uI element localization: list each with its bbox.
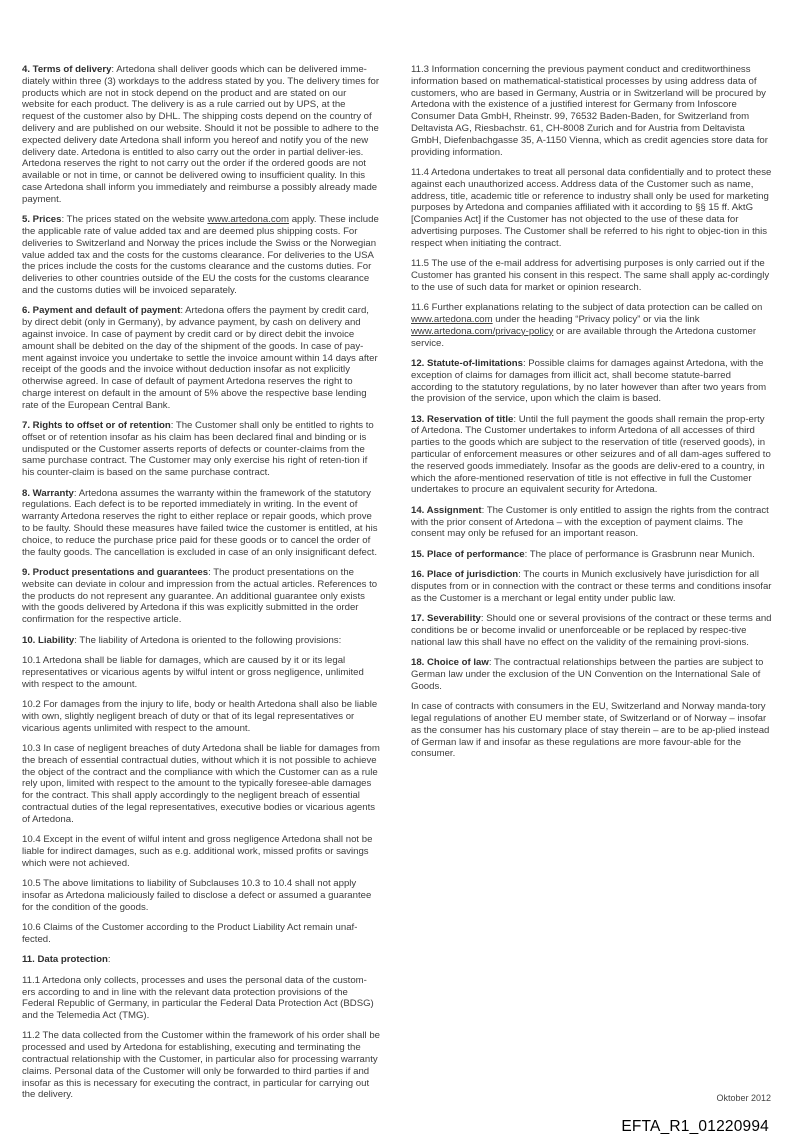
clause-10-3 [22,743,380,826]
section-text: 10.2 For damages from the injury to life, body or health Artedona shall also be liable with own, slightly negligent breach of duty or that of its legal representatives or vicarious agents unlimited with respect to the amount. [22,699,378,734]
section-text: : The Customer shall only be entitled to rights to offset or of retention insofar as his claim has been declared final and binding or is undisputed or the Customer asserts reports of defects or counter-claims from the same purchase contract. The Customer may only exercise his right of reten-tion if his counter-claim is based on the same purchase contract. [22,420,374,479]
section-text: : Artedona shall deliver goods which can be delivered imme-diately within three (3) workdays to the address stated by you. The delivery times for products which are not in stock depend on the product and are stated on our website for each product. The delivery is as a rule carried out by UPS, at the request of the customer also by DHL. The shipping costs depend on the country of delivery and are published on our website. Should it not be possible to adhere to the expected delivery date Artedona shall inform you hereof and notify you of the new delivery date. Artedona is entitled to also carry out the order in partial deliver-ies. Artedona reserves the right to not carry out the order if the ordered goods are not available or not in time, or cannot be delivered owing to insufficient quality. In this case Artedona shall inform you immediately and reimburse a possibly already made payment. [22,64,380,205]
clause-10-2 [22,699,380,734]
section-text: : Possible claims for damages against Artedona, with the exception of claims for damages from illicit act, shall become statute-barred according to the statutory regulations, by no later however than after two years from the provision of the service, upon which the claim is based. [411,357,767,405]
section-13-reservation-of-title [411,414,773,497]
section-7-offset-retention [22,420,380,479]
section-12-statute-of-limitations [411,358,773,405]
section-17-severability [411,613,773,648]
clause-11-1 [22,975,380,1022]
clause-10-1 [22,655,380,690]
section-title: 17. Severability [411,613,481,625]
section-text: 10.5 The above limitations to liability of Subclauses 10.3 to 10.4 shall not apply insofar as Artedona maliciously failed to disclose a defect or assumed a guarantee for the condition of the goods. [22,878,372,913]
section-title: 7. Rights to offset or of retention [22,420,171,432]
section-text: 11.1 Artedona only collects, processes and uses the personal data of the custom-ers according to and in line with the relevant data protection provisions of the Federal Republic of Germany, in particular the Federal Data Protection Act (BDSG) and the Telemedia Act (TMG). [22,974,374,1022]
document-date: Oktober 2012 [716,1093,771,1103]
section-title: 5. Prices [22,214,62,226]
section-text: : Should one or several provisions of the contract or these terms and conditions be or become invalid or unenforceable or be replaced by respec-tive national law this shall have no effect on the validity of the remaining provi-sions. [411,613,772,648]
section-16-place-of-jurisdiction [411,569,773,604]
document-id-stamp: EFTA_R1_01220994 [621,1118,769,1135]
clause-11-6 [411,302,773,349]
section-title: 10. Liability [22,634,75,646]
section-title: 9. Product presentations and guarantees [22,567,209,579]
clause-11-2 [22,1030,380,1101]
section-title: 12. Statute-of-limitations [411,357,523,369]
section-title: 13. Reservation of title [411,413,514,425]
section-text: : The prices stated on the website [61,214,208,226]
section-title: 14. Assignment [411,504,482,516]
left-column [22,64,380,1110]
section-text: : The product presentations on the website can deviate in colour and impression from the actual articles. References to the products do not represent any guarantee. An additional guarantee only exists with the goods delivered by Artedona if this was explicitly submitted in the order confirmation for the respective article. [22,567,378,626]
section-text: under the heading “Privacy policy” or via the link [492,313,700,325]
section-text: or are available through the Artedona customer service. [411,325,757,349]
section-text: : Until the full payment the goods shall remain the prop-erty of Artedona. The Customer undertakes to inform Artedona of all accesses of third parties to the goods which are subject to the reservation of title (reserved goods), in particular of enforcement measures or other seizures and of all dam-ages suffered to the reserved goods immediately. Insofar as the goods are deliv-ered to a country, in which the afore-mentioned reservation of title is not effective in full the Customer undertakes to procure an equivalent security for Artedona. [411,413,771,496]
section-text: : Artedona assumes the warranty within the framework of the statutory regulations. Each defect is to be reported immediately in writing. In the event of warranty Artedona reserves the right to either replace or repair goods, which prove to be faulty. Should these measures have failed twice the customer is entitled, at his choice, to reduce the purchase price paid for these goods or to cancel the order of the faulty goods. The cancellation is excluded in case of an only insignificant defect. [22,487,378,558]
section-11-data-protection [22,954,380,966]
clause-10-5 [22,878,380,913]
section-text: 11.6 Further explanations relating to the subject of data protection can be called on [411,302,763,314]
artedona-website-link[interactable]: www.artedona.com [207,214,290,226]
section-text: 10.3 In case of negligent breaches of duty Artedona shall be liable for damages from the breach of essential contractual duties, without which it is not possible to achieve the object of the contract and the compliance with which the Customer can as a rule rely upon, limited with respect to the amount to the typically foresee-able damages for the contract. This shall apply accordingly to the negligent breach of essential contractual duties of the legal representatives, executive bodies or vicarious agents of Artedona. [22,742,380,825]
section-text: 10.1 Artedona shall be liable for damages, which are caused by it or its legal representatives or vicarious agents by wilful intent or gross negligence, unlimited with respect to the amount. [22,655,364,690]
artedona-website-link[interactable]: www.artedona.com [411,313,493,325]
section-10-liability [22,635,380,647]
section-title: 16. Place of jurisdiction [411,569,519,581]
section-text: : The liability of Artedona is oriented to the following provisions: [74,634,342,646]
section-15-place-of-performance [411,549,773,561]
section-text: 10.4 Except in the event of wilful intent and gross negligence Artedona shall not be liable for indirect damages, such as e.g. additional work, missed profits or savings which were not achieved. [22,834,373,869]
section-title: 4. Terms of delivery [22,64,112,75]
clause-11-3 [411,64,773,158]
section-text: 11.3 Information concerning the previous payment conduct and creditworthiness information based on mathematical-statistical processes by using address data of customers, who are based in Germany, Austria or in Switzerland will be procured by Artedona with the existence of a justified interest for Germany from Infoscore Consumer Data GmbH, Rheinstr. 99, 76532 Baden-Baden, for Switzerland from Deltavista AG, Riesbachstr. 61, CH-8008 Zurich and for Austria from Deltavista GmbH, Diefenbachgasse 35, A-1150 Vienna, which as credit agencies store data for providing information. [411,64,768,158]
section-text: 11.5 The use of the e-mail address for advertising purposes is only carried out if the Customer has granted his consent in this respect. The same shall apply ac-cordingly to the use of such data for market or opinion research. [411,258,770,293]
section-title: 8. Warranty [22,487,74,499]
clause-10-4 [22,834,380,869]
section-text: : The contractual relationships between the parties are subject to German law under the exclusion of the UN Convention on the International Sale of Goods. [411,657,764,692]
section-title: 6. Payment and default of payment [22,305,181,317]
privacy-policy-link[interactable]: www.artedona.com/privacy-policy [411,325,554,337]
clause-11-4 [411,167,773,250]
section-text: : Artedona offers the payment by credit card, by direct debit (only in Germany), by advance payment, by cash on delivery and against invoice. In case of payment by credit card or by direct debit the invoice amount shall be debited on the day of the shipment of the goods. In case of pay-ment against invoice you undertake to settle the invoice amount within 14 days after receipt of the goods and the invoice without deduction insofar as not explicitly otherwise agreed. In case of default of payment Artedona reserves the right to charge interest on default in the amount of 5% above the respective base lending rate of the European Central Bank. [22,305,378,411]
section-text: 11.2 The data collected from the Customer within the framework of his order shall be processed and used by Artedona for establishing, executing and terminating the contractual relationship with the Customer, in particular also for processing warranty claims. Personal data of the Customer will only be forwarded to third parties if and insofar as this is necessary for executing the contract, in particular for carrying out the delivery. [22,1030,380,1101]
section-text: In case of contracts with consumers in the EU, Switzerland and Norway manda-tory legal regulations of another EU member state, of Switzerland or of Norway – insofar as the consumer has his customary place of stay therein – are to be ap-plied instead of German law if and insofar as these regulations are more favour-able for the consumer. [411,701,770,760]
section-text: : [107,954,111,966]
section-5-prices [22,214,380,297]
clause-11-5 [411,258,773,293]
section-8-warranty [22,488,380,559]
section-14-assignment [411,505,773,540]
section-title: 18. Choice of law [411,657,489,669]
section-title: 11. Data protection [22,954,108,966]
consumer-contracts-note [411,701,773,760]
section-title: 15. Place of performance [411,548,525,560]
section-9-product-presentations [22,567,380,626]
section-text: : The place of performance is Grasbrunn near Munich. [524,548,755,560]
right-column [411,64,773,769]
section-text: : The courts in Munich exclusively have jurisdiction for all disputes from or in connection with the contract or these terms and conditions insofar as the Customer is a merchant or legal entity under public law. [411,569,772,604]
section-4-terms-of-delivery [22,64,380,206]
clause-10-6 [22,922,380,946]
section-18-choice-of-law [411,657,773,692]
section-text: : The Customer is only entitled to assign the rights from the contract with the prior consent of Artedona – with the exception of payment claims. The consent may only be refused for an important reason. [411,504,769,540]
section-text: 10.6 Claims of the Customer according to the Product Liability Act remain unaf-fected. [22,922,358,945]
section-text: 11.4 Artedona undertakes to treat all personal data confidentially and to protect these against each unauthorized access. Address data of the Customer such as name, address, title, academic title or reference to industry shall only be used for marketing purposes by Artedona and companies affiliated with it according to §§ 15 ff. AktG [Companies Act] if the Customer has not objected to the use of these data for advertising purposes. The Customer shall be referred to his right to objec-tion in this respect when initiating the contract. [411,166,772,249]
section-text: apply. These include the applicable rate of value added tax and are deemed plus shipping costs. For deliveries to Switzerland and Norway the prices include the Swiss or the Norwegian value added tax and the costs for the customs clearance. For deliveries to the USA the prices include the costs for the customs clearance and the customs duties. For deliveries to other countries outside of the EU the costs for the customs clearance and the customs duties will be invoiced separately. [22,214,379,296]
section-6-payment [22,305,380,411]
